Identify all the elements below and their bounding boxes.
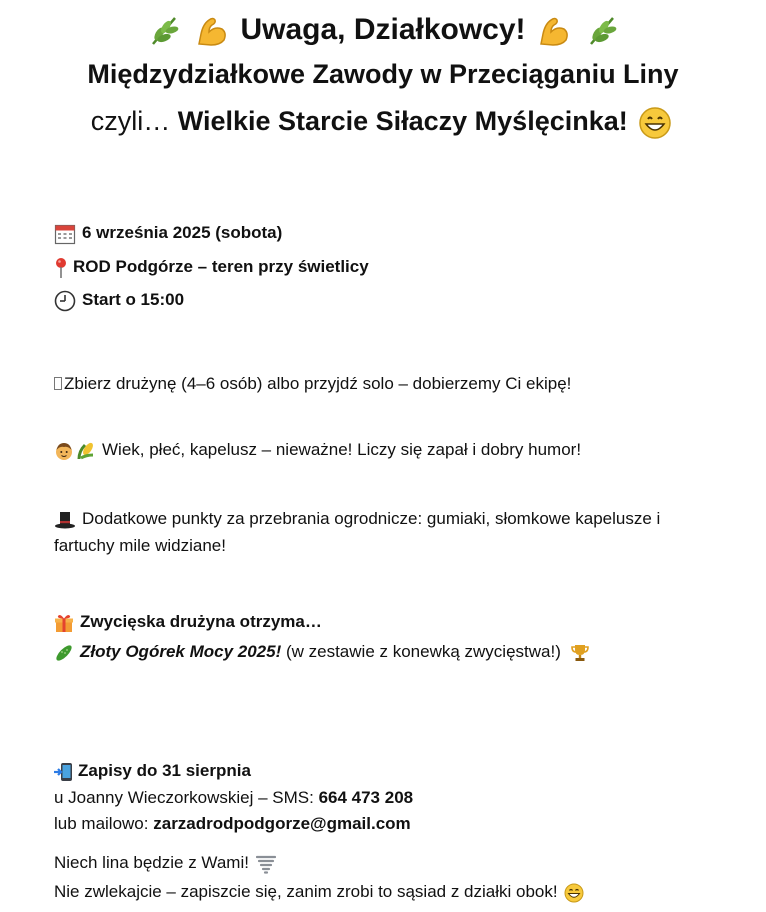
mobile-phone-arrow-icon: [54, 762, 74, 782]
closing-text-1: Niech lina będzie z Wami!: [54, 853, 249, 872]
leaves-icon: [585, 14, 619, 48]
team-line: [54, 371, 571, 397]
age-line: [54, 437, 581, 463]
flyer-tagline: [0, 100, 766, 142]
prize-heading-line: [54, 609, 322, 635]
prize-note: (w zestawie z konewką zwycięstwa!): [285, 642, 561, 661]
grinning-face-icon: [564, 883, 584, 903]
signup-heading: Zapisy do 31 sierpnia: [78, 761, 251, 780]
event-start: Start o 15:00: [82, 290, 185, 309]
costume-paragraph: [54, 505, 704, 559]
prize-name: Złoty Ogórek Mocy 2025!: [80, 642, 282, 661]
event-start-line: [54, 287, 184, 313]
closing-text-2: Nie zwlekajcie – zapiszcie się, zanim zrobi to sąsiad z działki obok!: [54, 882, 558, 901]
calendar-icon: [54, 223, 76, 245]
prize-heading: Zwycięska drużyna otrzyma…: [80, 612, 322, 631]
top-hat-icon: [54, 509, 76, 531]
event-place-line: [54, 254, 369, 280]
mail-prefix: lub mailowo:: [54, 814, 149, 833]
event-date-line: [54, 220, 282, 246]
closing-line-1: [54, 850, 276, 876]
tagline-prefix: czyli…: [90, 106, 171, 136]
person-icon: [54, 441, 74, 461]
grinning-face-icon: [638, 106, 672, 140]
signup-heading-line: [54, 758, 251, 784]
clock-icon: [54, 290, 76, 312]
tagline-bold: Wielkie Starcie Siłaczy Myślęcinka!: [177, 106, 628, 136]
tornado-icon: [256, 854, 276, 874]
cucumber-icon: [54, 643, 74, 663]
closing-line-2: [54, 879, 584, 905]
leaves-icon: [147, 14, 181, 48]
flexed-biceps-icon: [195, 14, 229, 48]
title-text: Uwaga, Działkowcy!: [240, 13, 526, 46]
ear-of-corn-icon: [76, 441, 96, 461]
costume-text: Dodatkowe punkty za przebrania ogrodnicze: gumiaki, słomkowe kapelusze i fartuchy mile widziane!: [54, 509, 661, 555]
age-text: Wiek, płeć, kapelusz – nieważne! Liczy się zapał i dobry humor!: [102, 440, 582, 459]
gift-icon: [54, 613, 74, 633]
event-date: 6 września 2025 (sobota): [82, 223, 283, 242]
round-pushpin-icon: [54, 257, 68, 279]
signup-mail-line: [54, 811, 411, 837]
flyer-subtitle: Międzydziałkowe Zawody w Przeciąganiu Liny: [87, 59, 679, 89]
prize-line: [54, 639, 590, 665]
missing-glyph-icon: [54, 377, 62, 390]
trophy-icon: [570, 643, 590, 663]
flyer-title-line: [0, 8, 766, 52]
sms-number: 664 473 208: [318, 788, 414, 807]
event-place: ROD Podgórze – teren przy świetlicy: [73, 257, 369, 276]
signup-email: zarzadrodpodgorze@gmail.com: [153, 814, 411, 833]
team-text: Zbierz drużynę (4–6 osób) albo przyjdź solo – dobierzemy Ci ekipę!: [64, 374, 572, 393]
sms-prefix: u Joanny Wieczorkowskiej – SMS:: [54, 788, 314, 807]
signup-sms-line: [54, 785, 413, 811]
flexed-biceps-icon: [537, 14, 571, 48]
